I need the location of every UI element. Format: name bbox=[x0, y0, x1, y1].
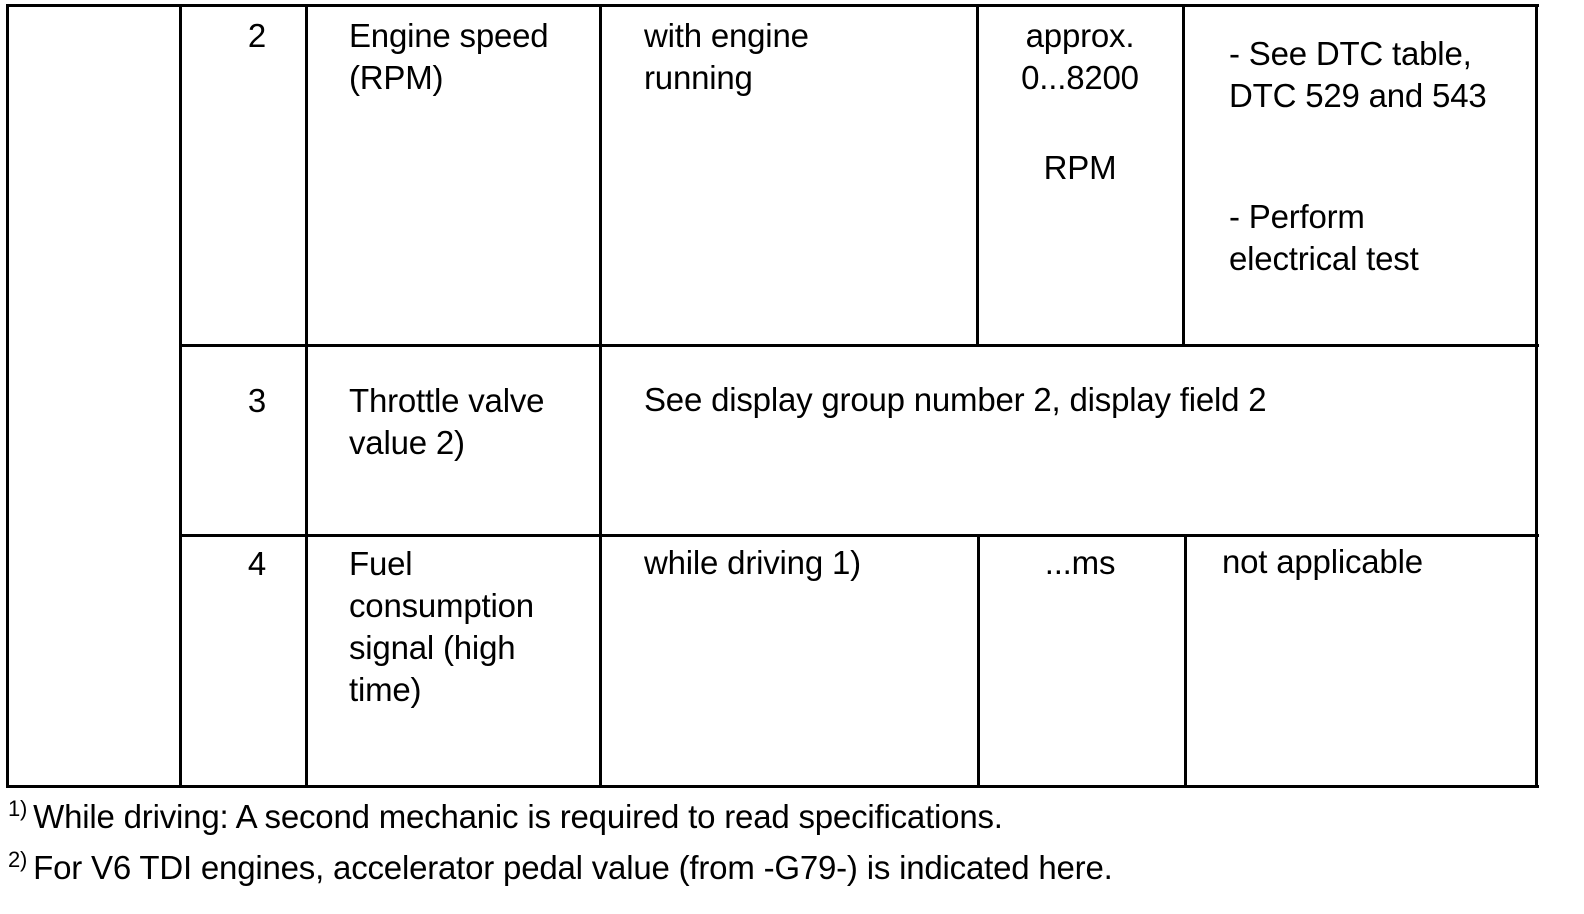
footnote-2 bbox=[8, 848, 1113, 888]
row-divider-2 bbox=[180, 534, 1539, 537]
row-number: 3 bbox=[247, 382, 267, 419]
condition-line: while driving 1) bbox=[644, 544, 861, 581]
remedy-line: electrical test bbox=[1229, 240, 1419, 277]
designation-line: signal (high bbox=[349, 629, 516, 666]
remedy-line: - See DTC table, bbox=[1229, 35, 1472, 72]
designation-line: Throttle valve bbox=[349, 382, 545, 419]
row-number: 2 bbox=[247, 17, 267, 54]
column-divider-4-upper bbox=[976, 4, 979, 347]
condition-line: running bbox=[644, 59, 753, 96]
column-divider-5-upper bbox=[1182, 4, 1185, 347]
remedy-line: - Perform bbox=[1229, 198, 1365, 235]
designation-line: value 2) bbox=[349, 424, 465, 461]
condition-line: with engine bbox=[644, 17, 809, 54]
footnote-1 bbox=[8, 797, 1003, 837]
column-divider-5-lower bbox=[1184, 534, 1187, 788]
footnote-marker: 1) bbox=[8, 796, 28, 821]
column-divider-3 bbox=[599, 4, 602, 788]
merged-note: See display group number 2, display field 2 bbox=[644, 381, 1267, 418]
spec-line: approx. bbox=[1025, 17, 1135, 54]
spec-unit: RPM bbox=[1043, 149, 1117, 186]
designation-line: consumption bbox=[349, 587, 534, 624]
footnote-text: For V6 TDI engines, accelerator pedal value (from -G79-) is indicated here. bbox=[33, 849, 1113, 886]
designation-line: time) bbox=[349, 671, 422, 708]
column-divider-1 bbox=[179, 4, 182, 788]
table-border-bottom bbox=[6, 785, 1539, 788]
spec-line: 0...8200 bbox=[1021, 59, 1139, 96]
table-border-right bbox=[1535, 4, 1538, 788]
designation-line: Engine speed bbox=[349, 17, 549, 54]
row-divider-1 bbox=[180, 344, 1539, 347]
designation-line: Fuel bbox=[349, 545, 413, 582]
footnote-marker: 2) bbox=[8, 847, 28, 872]
table-border-top bbox=[6, 4, 1539, 7]
table-border-left bbox=[6, 4, 9, 788]
column-divider-2 bbox=[305, 4, 308, 788]
row-number: 4 bbox=[247, 545, 267, 582]
spec-line: ...ms bbox=[1044, 544, 1116, 581]
footnote-text: While driving: A second mechanic is required to read specifications. bbox=[33, 798, 1003, 835]
designation-line: (RPM) bbox=[349, 59, 444, 96]
remedy-line: DTC 529 and 543 bbox=[1229, 77, 1487, 114]
remedy-line: not applicable bbox=[1222, 543, 1423, 580]
